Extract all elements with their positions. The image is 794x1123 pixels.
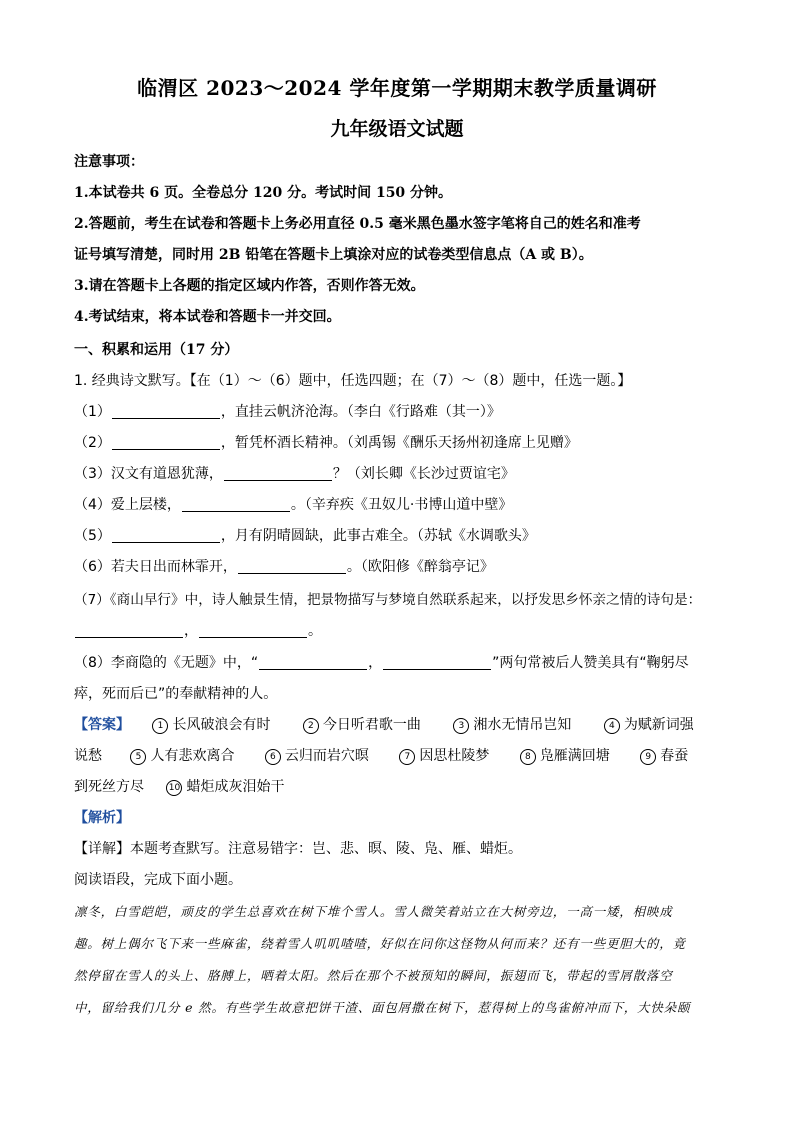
answer-item xyxy=(130,745,234,765)
question-item xyxy=(74,494,512,514)
question-item-suffix: ，直挂云帆济沧海。（李白《行路难（其一）》 xyxy=(220,404,501,420)
answer-text: 今日听君歌一曲 xyxy=(322,717,421,733)
answer-label: 【答案】 xyxy=(74,717,130,733)
question-item xyxy=(74,401,501,421)
answer-blank[interactable] xyxy=(199,623,307,638)
circled-number: 10 xyxy=(166,780,182,796)
question-7-text: （7）《商山早行》中，诗人触景生情，把景物描写与梦境自然联系起来，以抒发思乡怀亲之情的诗句是： xyxy=(74,592,702,608)
passage-line: 趣。树上偶尔飞下来一些麻雀，绕着雪人叽叽喳喳，好似在问你这怪物从何而来？还有一些更胆大的，竟 xyxy=(74,936,686,951)
exam-subtitle: 九年级语文试题 xyxy=(330,118,464,140)
circled-number: 8 xyxy=(520,749,536,765)
answer-line xyxy=(74,745,688,765)
circled-number: 5 xyxy=(130,749,146,765)
answer-blank[interactable] xyxy=(224,466,332,481)
answer-text: 春蚕 xyxy=(660,748,689,764)
answer-line xyxy=(74,776,284,796)
notice-line: 证号填写清楚，同时用 2B 铅笔在答题卡上填涂对应的试卷类型信息点（A 或 B）。 xyxy=(74,247,593,263)
answer-text: 说愁 xyxy=(74,748,102,764)
notice-line: 3.请在答题卡上各题的指定区域内作答，否则作答无效。 xyxy=(74,278,425,294)
answer-text: 长风破浪会有时 xyxy=(172,717,271,733)
question-8-suffix: ”两句常被后人赞美具有“鞠躬尽 xyxy=(492,655,689,671)
circled-number: 9 xyxy=(640,749,656,765)
answer-text: 云归而岩穴暝 xyxy=(284,748,369,764)
question-item xyxy=(74,463,515,483)
question-item xyxy=(74,432,578,452)
answer-blank[interactable] xyxy=(259,655,367,670)
answer-line xyxy=(74,714,694,734)
circled-number: 7 xyxy=(399,749,415,765)
answer-item xyxy=(265,745,369,765)
reading-intro: 阅读语段，完成下面小题。 xyxy=(74,872,242,888)
question-item xyxy=(74,556,494,576)
answer-blank[interactable] xyxy=(112,435,220,450)
question-8-prefix: （8）李商隐的《无题》中，“ xyxy=(74,655,259,671)
answer-item xyxy=(303,714,421,734)
answer-item xyxy=(604,714,694,734)
answer-text: 人有悲欢离合 xyxy=(150,748,235,764)
answer-item xyxy=(166,776,284,796)
answer-item xyxy=(520,745,610,765)
answer-item xyxy=(453,714,571,734)
answer-blank[interactable] xyxy=(182,497,290,512)
answer-blank[interactable] xyxy=(112,528,220,543)
question-item xyxy=(74,525,536,545)
section-heading: 一、积累和运用（17 分） xyxy=(74,342,239,358)
answer-text: 为赋新词强 xyxy=(623,717,694,733)
question-item-prefix: （6）若夫日出而林霏开， xyxy=(74,559,237,575)
answer-text: 到死丝方尽 xyxy=(74,779,144,795)
notice-heading: 注意事项： xyxy=(74,154,144,170)
circled-number: 1 xyxy=(152,718,168,734)
question-item-prefix: （3）汉文有道恩犹薄， xyxy=(74,466,223,482)
question-item-suffix: ，月有阴晴圆缺，此事古难全。（苏轼《水调歌头》 xyxy=(220,528,536,544)
answer-text: 因思杜陵梦 xyxy=(419,748,490,764)
question-intro: 1. 经典诗文默写。【在（1）～（6）题中，任选四题；在（7）～（8）题中，任选一题。】 xyxy=(74,373,632,389)
passage-line: 凛冬，白雪皑皑，顽皮的学生总喜欢在树下堆个雪人。雪人微笑着站立在大树旁边，一高一矮，相映成 xyxy=(74,904,673,919)
question-item-prefix: （1） xyxy=(74,404,111,420)
answer-item xyxy=(152,714,270,734)
notice-line: 1.本试卷共 6 页。全卷总分 120 分。考试时间 150 分钟。 xyxy=(74,185,453,201)
circled-number: 2 xyxy=(303,718,319,734)
answer-blank[interactable] xyxy=(383,655,491,670)
detail-text: 【详解】本题考查默写。注意易错字：岂、悲、暝、陵、凫、雁、蜡炬。 xyxy=(74,841,522,857)
separator: ， xyxy=(184,623,198,639)
notice-line: 2.答题前，考生在试卷和答题卡上务必用直径 0.5 毫米黑色墨水签字笔将自己的姓名和准考 xyxy=(74,216,641,232)
exam-title: 临渭区 2023～2024 学年度第一学期期末教学质量调研 xyxy=(137,76,657,100)
question-item-suffix: 。（欧阳修《醉翁亭记》 xyxy=(346,559,494,575)
passage-line: 然停留在雪人的头上、胳膊上，晒着太阳。然后在那个不被预知的瞬间，振翅而飞，带起的雪屑散落空 xyxy=(74,968,673,983)
answer-item xyxy=(640,745,688,765)
period: 。 xyxy=(308,623,322,639)
passage-line: 中，留给我们几分 e 然。有些学生故意把饼干渣、面包屑撒在树下，惹得树上的鸟雀俯冲而下，大快朵颐 xyxy=(74,1000,691,1015)
question-item-prefix: （4）爱上层楼， xyxy=(74,497,181,513)
question-8-line2: 瘁，死而后已”的奉献精神的人。 xyxy=(74,686,278,702)
question-item-suffix: ，暂凭杯酒长精神。（刘禹锡《酬乐天扬州初逢席上见赠》 xyxy=(220,435,578,451)
answer-text: 湘水无情吊岂知 xyxy=(473,717,572,733)
question-item-prefix: （2） xyxy=(74,435,111,451)
question-item-suffix: 。（辛弃疾《丑奴儿·书博山道中壁》 xyxy=(290,497,513,513)
notice-line: 4.考试结束，将本试卷和答题卡一并交回。 xyxy=(74,309,341,325)
circled-number: 6 xyxy=(265,749,281,765)
answer-blank[interactable] xyxy=(238,559,346,574)
question-7-blanks xyxy=(74,620,322,640)
answer-text: 蜡炬成灰泪始干 xyxy=(186,779,285,795)
answer-blank[interactable] xyxy=(75,623,183,638)
circled-number: 3 xyxy=(453,718,469,734)
separator: ， xyxy=(368,655,383,671)
answer-item xyxy=(399,745,489,765)
answer-text: 凫雁满回塘 xyxy=(539,748,610,764)
circled-number: 4 xyxy=(604,718,620,734)
analysis-label: 【解析】 xyxy=(74,810,130,826)
question-item-prefix: （5） xyxy=(74,528,111,544)
question-item-suffix: ？（刘长卿《长沙过贾谊宅》 xyxy=(332,466,515,482)
answer-blank[interactable] xyxy=(112,404,220,419)
question-8-text xyxy=(74,652,689,672)
